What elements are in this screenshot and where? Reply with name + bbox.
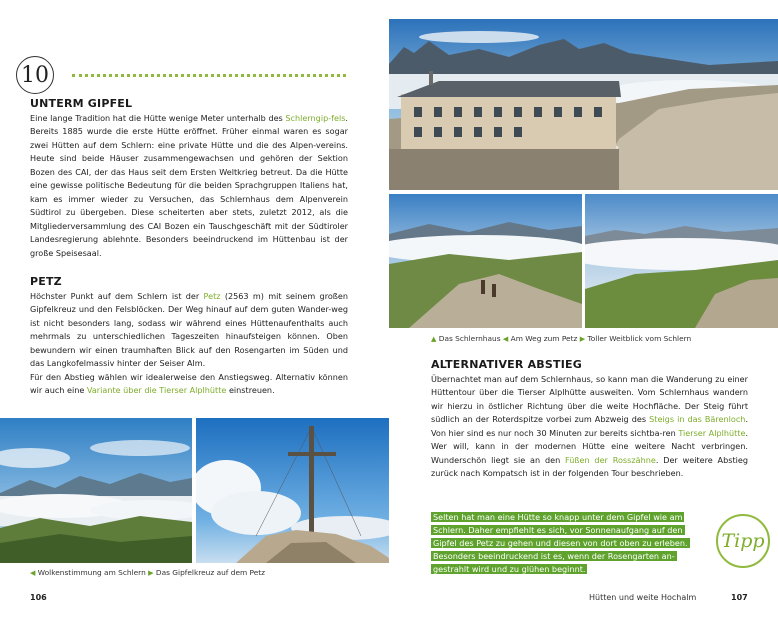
arrow-left-icon: ◀	[30, 569, 36, 577]
paragraph-unterm-gipfel: Eine lange Tradition hat die Hütte wenige Meter unterhalb des Schlerngip-fels. Bereits 1885 wurde die erste Hütte eröffnet. Früher einmal waren es sogar zwei Hütten auf dem Schlern: eine private Hütte und die des Alpen-vereins. Heute sind beide Häuser zusammengewachsen und gehören der Sektion Bozen des CAI, der das Haus seit dem Ersten Weltkrieg betreut. Da die Hütte eine gewisse politische Bedeutung für die beiden Sprachgruppen Italiens hat, kam es immer wieder zu Versuchen, das Schlernhaus dem Alpenverein Südtirol zu übergeben. Diese scheiterten aber stets, zuletzt 2012, als die Mitgliederversammlung des CAI Bozen ein Tauschgeschäft mit der Südtiroler Landesregierung ablehnte. Besonders beeindruckend im Hüttenbau ist der große Speisesaal.	[30, 113, 348, 258]
link-steig-baerenloch: Steigs in das Bärenloch	[649, 414, 746, 425]
tour-number-badge	[16, 56, 54, 94]
link-petz: Petz	[203, 291, 221, 301]
tipp-box: Selten hat man eine Hütte so knapp unter dem Gipfel wie am Schlern. Daher empfiehlt es sich, vor Sonnenaufgang auf den Gipfel des Petz zu gehen und diesen von dort oben zu erleben. Besonders beeindruckend ist es, wenn der Rosengarten an- gestrahlt wird und zu glühen beginnt.	[433, 512, 688, 575]
photo-trail-to-petz	[389, 194, 582, 328]
footer-chapter-title: Hütten und weite Hochalm	[589, 593, 697, 602]
photo-summit-cross	[196, 418, 389, 563]
arrow-left-icon: ◀	[502, 335, 509, 343]
link-fuesse-rosszaehne: Füßen der Rosszähne	[565, 454, 656, 465]
paragraph-abstieg: Für den Abstieg wählen wir idealerweise den Anstiegsweg. Alternativ können wir auch eine Variante über die Tierser Alplhütte einstreuen.	[30, 372, 348, 396]
arrow-right-icon: ▶	[579, 335, 586, 343]
photo-panorama	[585, 194, 778, 328]
section-heading-unterm-gipfel: UNTERM GIPFEL	[30, 97, 133, 110]
link-variante-tierser-alplhuette: Variante über die Tierser Alplhütte	[86, 385, 227, 396]
page-number-right: 107	[731, 593, 748, 602]
paragraph-petz: Höchster Punkt auf dem Schlern ist der Petz (2563 m) mit seinem großen Gipfelkreuz und den Felsblöcken. Der Weg hinauf auf dem guten Wander-weg ist nicht besonders lang, sodass wir während eines Hüttenaufenthalts auch mehrmals zu unterschiedlichen Tageszeiten hinaufsteigen können. Oben bewundern wir einen traumhaften Blick auf den Rosengarten im Süden und das Langkofelmassiv hinter der Seiser Alm.	[30, 291, 348, 369]
tour-number: 10	[21, 62, 49, 88]
photo-schlernhaus	[389, 19, 778, 190]
photo-cloud-mood	[0, 418, 192, 563]
arrow-right-icon: ▶	[148, 569, 154, 577]
arrow-up-icon: ▲	[431, 335, 437, 343]
tipp-label: Tipp	[721, 530, 765, 552]
caption-right: ▲ Das Schlernhaus ◀ Am Weg zum Petz ▶ Toller Weitblick vom Schlern	[431, 334, 692, 343]
section-heading-petz: PETZ	[30, 275, 62, 288]
link-tierser-alplhuette: Tierser Alplhütte	[678, 427, 746, 438]
page-number-left: 106	[30, 593, 47, 602]
dotted-divider	[72, 74, 346, 77]
tipp-badge	[716, 514, 770, 568]
paragraph-alternativer-abstieg: Übernachtet man auf dem Schlernhaus, so kann man die Wanderung zu einer Hüttentour über die Tierser Alplhütte ausweiten. Vom Schlernhaus wandern wir hierzu in östlicher Richtung über die weite Hochfläche. Der Steig führt südlich an der Roterdspitze vorbei zum Abzweig des Steigs in das Bärenloch. Von hier sind es nur noch 30 Minuten zur bereits sichtba-ren Tierser Alplhütte. Wer will, kann in der modernen Hütte eine weitere Nacht verbringen. Wunderschön liegt sie an den Füßen der Rosszähne. Der weitere Abstieg zurück nach Kompatsch ist in der folgenden Tour beschrieben.	[431, 374, 749, 479]
link-schlerngipfel: Schlerngip-fels	[285, 113, 346, 123]
caption-left: ◀ Wolkenstimmung am Schlern ▶ Das Gipfelkreuz auf dem Petz	[30, 568, 266, 577]
section-heading-alternativer-abstieg: ALTERNATIVER ABSTIEG	[431, 358, 582, 371]
